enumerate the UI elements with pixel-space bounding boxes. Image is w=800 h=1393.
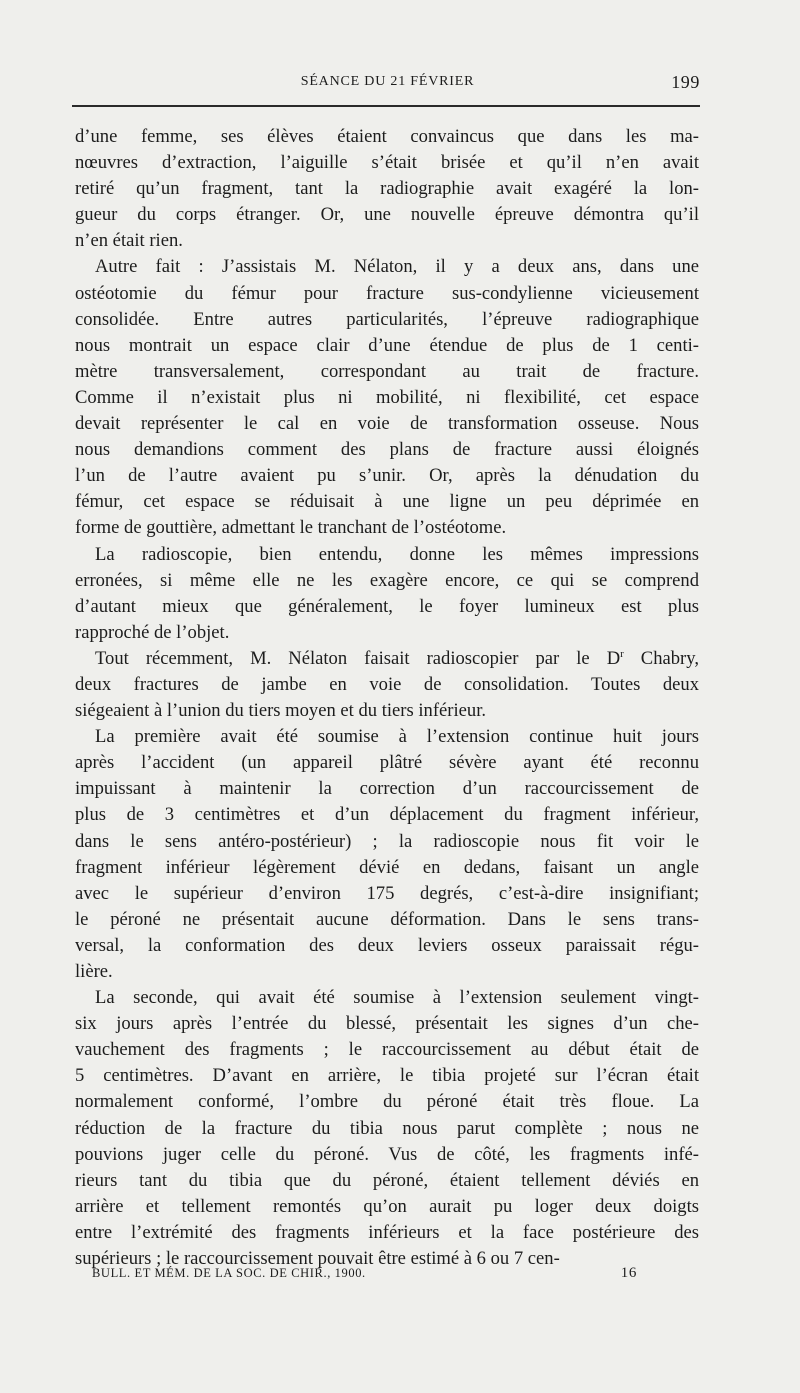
text-line-content: plus de 3 centimètres et d’un déplacement du fragment inférieur, [75, 804, 699, 826]
text-line-content: deux fractures de jambe en voie de consolidation. Toutes deux [75, 673, 699, 695]
text-line-content: d’autant mieux que généralement, le foyer lumineux est plus [75, 595, 699, 617]
text-line [75, 150, 699, 176]
footer-signature: BULL. ET MÉM. DE LA SOC. DE CHIR., 1900. [92, 1266, 366, 1280]
text-line [75, 124, 699, 150]
text-line-content: fragment inférieur légèrement dévié en dedans, faisant un angle [75, 856, 699, 878]
text-line [75, 568, 699, 594]
text-line [75, 1011, 699, 1037]
text-line-content: après l’accident (un appareil plâtré sévère ayant été reconnu [75, 752, 699, 774]
text-line [75, 333, 699, 359]
text-line [75, 1089, 699, 1115]
footer-sheet-number: 16 [620, 1265, 637, 1281]
text-line-content: six jours après l’entrée du blessé, présentait les signes d’un che- [75, 1013, 699, 1035]
body-text [75, 124, 699, 1272]
text-line [75, 594, 699, 620]
text-line-content: consolidée. Entre autres particularités, l’épreuve radiographique [75, 308, 699, 330]
text-line-content: vauchement des fragments ; le raccourcissement au début était de [75, 1039, 699, 1061]
text-line [75, 620, 699, 646]
text-line [75, 228, 699, 254]
text-line-content: entre l’extrémité des fragments inférieurs et la face postérieure des [75, 1221, 699, 1243]
running-head [75, 72, 700, 98]
text-line [75, 515, 699, 541]
text-line [75, 933, 699, 959]
text-line [75, 1220, 699, 1246]
text-line [75, 542, 699, 568]
text-line-content: La première avait été soumise à l’extension continue huit jours [95, 726, 699, 748]
text-line-content: arrière et tellement remontés qu’on aurait pu loger deux doigts [75, 1195, 699, 1217]
text-line-content: mètre transversalement, correspondant au trait de fracture. [75, 360, 699, 382]
text-line-content: gueur du corps étranger. Or, une nouvelle épreuve démontra qu’il [75, 204, 699, 226]
running-head-title: SÉANCE DU 21 FÉVRIER [300, 74, 475, 89]
text-line-content: rieurs tant du tibia que du péroné, étaient tellement déviés en [75, 1169, 699, 1191]
text-line [75, 802, 699, 828]
text-line-content: dans le sens antéro-postérieur) ; la radioscopie nous fit voir le [75, 830, 699, 852]
text-line-content: Comme il n’existait plus ni mobilité, ni flexibilité, cet espace [75, 386, 699, 408]
text-line-content: retiré qu’un fragment, tant la radiographie avait exagéré la lon- [75, 178, 699, 200]
text-line-content: Autre fait : J’assistais M. Nélaton, il y a deux ans, dans une [95, 256, 699, 278]
text-line-content: siégeaient à l’union du tiers moyen et du tiers inférieur. [75, 700, 487, 722]
text-line-content: n’en était rien. [75, 230, 183, 252]
text-line [75, 1037, 699, 1063]
text-line [75, 881, 699, 907]
text-line [75, 1116, 699, 1142]
text-line [75, 359, 699, 385]
text-line-content: avec le supérieur d’environ 175 degrés, c’est-à-dire insignifiant; [75, 882, 699, 904]
text-line-content: le péroné ne présentait aucune déformation. Dans le sens trans- [75, 908, 699, 930]
text-line-content: pouvions juger celle du péroné. Vus de côté, les fragments infé- [75, 1143, 699, 1165]
text-line-content: réduction de la fracture du tibia nous parut complète ; nous ne [75, 1117, 699, 1139]
text-line-content: nous demandions comment des plans de fracture aussi éloignés [75, 439, 699, 461]
text-line [75, 176, 699, 202]
text-line-content: La seconde, qui avait été soumise à l’extension seulement vingt- [95, 987, 699, 1009]
text-line-content: d’une femme, ses élèves étaient convaincus que dans les ma- [75, 126, 699, 147]
text-line-content: fémur, cet espace se réduisait à une ligne un peu déprimée en [75, 491, 699, 513]
text-line [75, 672, 699, 698]
text-line-continuation: Chabry, [623, 647, 699, 669]
text-line-content: nous montrait un espace clair d’une étendue de plus de 1 centi- [75, 334, 699, 356]
text-line [75, 750, 699, 776]
text-line [75, 646, 699, 672]
text-line [75, 411, 699, 437]
text-line-content: versal, la conformation des deux leviers osseux paraissait régu- [75, 934, 699, 956]
text-line-content: Tout récemment, M. Nélaton faisait radioscopier par le D [95, 647, 621, 669]
text-line [75, 907, 699, 933]
text-line-content: lière. [75, 961, 113, 982]
text-line-content: 5 centimètres. D’avant en arrière, le tibia projeté sur l’écran était [75, 1065, 699, 1087]
text-line [75, 437, 699, 463]
superscript: r [620, 647, 624, 660]
text-line-content: impuissant à maintenir la correction d’un raccourcissement de [75, 778, 699, 800]
text-line-content: forme de gouttière, admettant le tranchant de l’ostéotome. [75, 517, 507, 539]
text-line-content: ostéotomie du fémur pour fracture sus-condylienne vicieusement [75, 282, 699, 304]
page-footer [92, 1266, 637, 1286]
text-line-content: supérieurs ; le raccourcissement pouvait être estimé à 6 ou 7 cen- [75, 1248, 560, 1270]
text-line-content: normalement conformé, l’ombre du péroné était très floue. La [75, 1091, 699, 1113]
text-line-content: La radioscopie, bien entendu, donne les mêmes impressions [95, 543, 699, 565]
text-line [75, 463, 699, 489]
text-line [75, 829, 699, 855]
text-line [75, 1063, 699, 1089]
page-number: 199 [671, 72, 700, 92]
text-line-content: rapproché de l’objet. [75, 621, 230, 643]
text-line [75, 985, 699, 1011]
text-line [75, 307, 699, 333]
text-line [75, 959, 699, 985]
text-line-content: l’un de l’autre avaient pu s’unir. Or, après la dénudation du [75, 465, 699, 487]
text-line [75, 776, 699, 802]
text-line-content: erronées, si même elle ne les exagère encore, ce qui se comprend [75, 569, 699, 591]
text-line [75, 855, 699, 881]
text-line [75, 698, 699, 724]
header-rule [72, 105, 700, 107]
text-line [75, 489, 699, 515]
text-line [75, 724, 699, 750]
text-line-content: devait représenter le cal en voie de transformation osseuse. Nous [75, 413, 699, 435]
text-line [75, 1142, 699, 1168]
text-line [75, 202, 699, 228]
text-line-content: nœuvres d’extraction, l’aiguille s’était brisée et qu’il n’en avait [75, 152, 699, 174]
text-line [75, 385, 699, 411]
text-line [75, 254, 699, 280]
text-line [75, 281, 699, 307]
text-line [75, 1168, 699, 1194]
text-line [75, 1194, 699, 1220]
